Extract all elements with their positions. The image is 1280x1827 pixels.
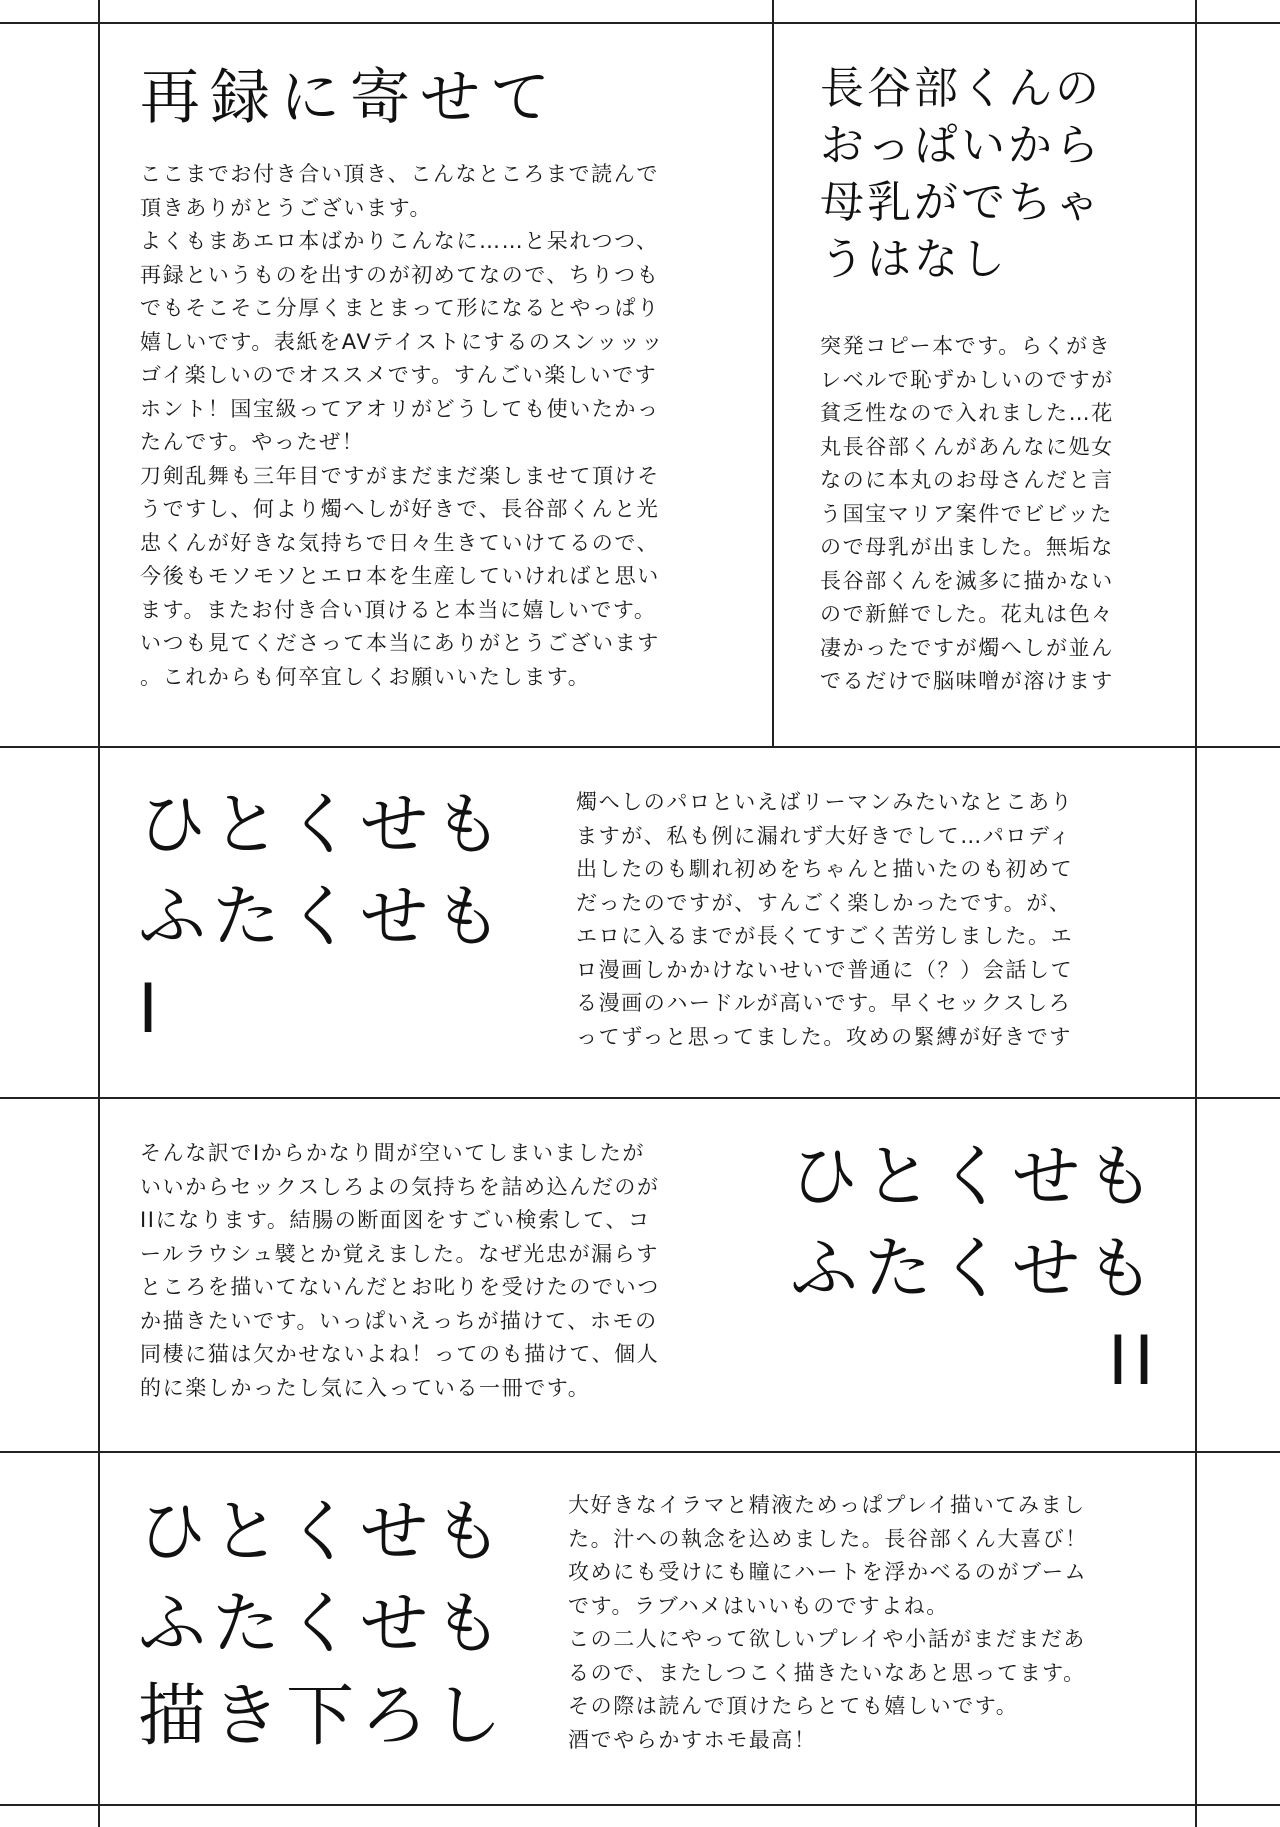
margin-tick xyxy=(0,1097,98,1099)
part1-title: ひとくせも ふたくせも I xyxy=(138,786,509,1049)
part2-title: ひとくせも ふたくせも II xyxy=(789,1138,1160,1401)
margin-tick xyxy=(1197,1451,1280,1453)
part3-title: ひとくせも ふたくせも 描き下ろし xyxy=(138,1493,509,1756)
column-divider xyxy=(772,0,774,746)
afterword-title: 再録に寄せて xyxy=(140,63,560,133)
margin-tick xyxy=(0,1451,98,1453)
margin-tick xyxy=(1197,746,1280,748)
row-divider-top xyxy=(98,22,1197,24)
bonus-title: 長谷部くんの おっぱいから 母乳がでちゃ うはなし xyxy=(820,63,1102,285)
margin-tick xyxy=(1197,1804,1280,1806)
bonus-text: 突発コピー本です。らくがき レベルで恥ずかしいのですが 貧乏性なので入れました…花 丸長谷部くんがあんなに処女 なのに本丸のお母さんだと言 う国宝マリア案件でビビッた ので母乳が出ました。無垢な 長谷部くんを滅多に描かない ので新鮮でした。花丸は色々 凄かったですが燭へしが並ん でるだけで脳味噌が溶けます xyxy=(820,334,1114,693)
frame-left-border xyxy=(98,0,100,1827)
margin-tick xyxy=(0,22,98,24)
margin-tick xyxy=(1197,1097,1280,1099)
part3-text: 大好きなイラマと精液ためっぱプレイ描いてみまし た。汁への執念を込めました。長谷部くん大喜び！ 攻めにも受けにも瞳にハートを浮かべるのがブーム です。ラブハメはいいものですよね。 この二人にやって欲しいプレイや小話がまだまだあ るので、またしつこく描きたいなあと思ってます。 その際は読んで頂けたらとても嬉しいです。 酒でやらかすホモ最高！ xyxy=(568,1493,1088,1752)
margin-tick xyxy=(0,1804,98,1806)
margin-tick xyxy=(1197,22,1280,24)
part2-text: そんな訳でIからかなり間が空いてしまいましたが いいからセックスしろよの気持ちを詰め込んだのが IIになります。結腸の断面図をすごい検索して、コ ールラウシュ襞とか覚えました。なぜ光忠が漏らす ところを描いてないんだとお叱りを受けたのでいつ か描きたいです。いっぱいえっちが描けて、ホモの 同棲に猫は欠かせないよね！ってのも描けて、個人 的に楽しかったし気に入っている一冊です。 xyxy=(140,1141,660,1400)
row-divider-2 xyxy=(98,1097,1197,1099)
row-divider-3 xyxy=(98,1451,1197,1453)
margin-tick xyxy=(0,746,98,748)
part1-text: 燭へしのパロといえばリーマンみたいなとこあり ますが、私も例に漏れず大好きでして…パロディ 出したのも馴れ初めをちゃんと描いたのも初めて だったのですが、すんごく楽しかったです。が、 エロに入るまでが長くてすごく苦労しました。エ ロ漫画しかかけないせいで普通に（？）会話して る漫画のハードルが高いです。早くセックスしろ ってずっと思ってました。攻めの緊縛が好きです xyxy=(576,790,1074,1049)
row-divider-1 xyxy=(98,746,1197,748)
frame-right-border xyxy=(1195,0,1197,1827)
afterword-text: ここまでお付き合い頂き、こんなところまで読んで 頂きありがとうございます。 よくもまあエロ本ばかりこんなに……と呆れつつ、 再録というものを出すのが初めてなので、ちりつも でもそこそこ分厚くまとまって形になるとやっぱり 嬉しいです。表紙をAVテイストにするのスンッッッ ゴイ楽しいのでオススメです。すんごい楽しいです ホント！国宝級ってアオリがどうしても使いたかっ たんです。やったぜ！ 刀剣乱舞も三年目ですがまだまだ楽しませて頂けそ うですし、何より燭へしが好きで、長谷部くんと光 忠くんが好きな気持ちで日々生きていけてるので、 今後もモソモソとエロ本を生産していければと思い ます。またお付き合い頂けると本当に嬉しいです。 いつも見てくださって本当にありがとうございます 。これからも何卒宜しくお願いいたします。 xyxy=(140,162,665,689)
row-divider-bottom xyxy=(98,1804,1197,1806)
